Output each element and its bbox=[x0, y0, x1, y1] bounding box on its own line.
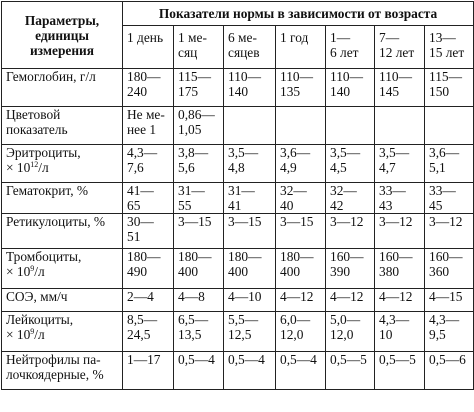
value-cell: 2—4 bbox=[123, 289, 174, 312]
value-cell: 4—15 bbox=[425, 289, 474, 312]
value-cell: 180— 400 bbox=[174, 249, 224, 289]
table-row bbox=[2, 289, 474, 312]
age-header-5: 1— 6 лет bbox=[326, 26, 375, 69]
value-cell: 4—8 bbox=[174, 289, 224, 312]
value-cell: 30— 51 bbox=[123, 214, 174, 249]
value-cell: 115— 175 bbox=[174, 69, 224, 107]
age-header-6: 7— 12 лет bbox=[375, 26, 425, 69]
value-cell: 3—15 bbox=[174, 214, 224, 249]
param-cell: Цветовой показатель bbox=[2, 107, 123, 145]
value-cell: 0,86— 1,05 bbox=[174, 107, 224, 145]
value-cell: 4—12 bbox=[375, 289, 425, 312]
value-cell: 160— 380 bbox=[375, 249, 425, 289]
value-cell: 3—12 bbox=[375, 214, 425, 249]
value-cell: 160— 390 bbox=[326, 249, 375, 289]
value-cell: 180— 240 bbox=[123, 69, 174, 107]
value-cell: 41— 65 bbox=[123, 183, 174, 214]
table-row bbox=[2, 107, 474, 145]
value-cell bbox=[276, 107, 326, 145]
age-header-2: 1 ме- сяц bbox=[174, 26, 224, 69]
value-cell: 33— 45 bbox=[425, 183, 474, 214]
value-cell: 110— 135 bbox=[276, 69, 326, 107]
value-cell bbox=[224, 107, 276, 145]
value-cell bbox=[375, 107, 425, 145]
value-cell: 3,6— 4,9 bbox=[276, 145, 326, 183]
param-cell: Эритроциты, × $10^{12}/л$ bbox=[2, 145, 123, 183]
value-cell: 180— 400 bbox=[224, 249, 276, 289]
table-row bbox=[2, 69, 474, 107]
param-cell: Тромбоциты, × $10^9/л$ bbox=[2, 249, 123, 289]
value-cell: 3,6— 5,1 bbox=[425, 145, 474, 183]
value-cell: 180— 490 bbox=[123, 249, 174, 289]
value-cell: 5,5— 12,5 bbox=[224, 312, 276, 352]
value-cell: 180— 400 bbox=[276, 249, 326, 289]
table-row bbox=[2, 145, 474, 183]
age-header-1: 1 день bbox=[123, 26, 174, 69]
value-cell: 4,3— 10 bbox=[375, 312, 425, 352]
value-cell: 8,5— 24,5 bbox=[123, 312, 174, 352]
param-cell: Гематокрит, % bbox=[2, 183, 123, 214]
table-row bbox=[2, 183, 474, 214]
value-cell: 0,5—4 bbox=[174, 352, 224, 390]
age-header-3: 6 ме- сяцев bbox=[224, 26, 276, 69]
value-cell: 6,0— 12,0 bbox=[276, 312, 326, 352]
value-cell: 0,5—5 bbox=[326, 352, 375, 390]
value-cell: 31— 41 bbox=[224, 183, 276, 214]
param-cell: Гемоглобин, г/л bbox=[2, 69, 123, 107]
value-cell: 3,5— 4,5 bbox=[326, 145, 375, 183]
value-cell: 3—15 bbox=[276, 214, 326, 249]
value-cell: 0,5—4 bbox=[276, 352, 326, 390]
value-cell: 110— 140 bbox=[224, 69, 276, 107]
value-cell: 3,5— 4,7 bbox=[375, 145, 425, 183]
table-row bbox=[2, 214, 474, 249]
value-cell: 4—10 bbox=[224, 289, 276, 312]
value-cell: 32— 42 bbox=[326, 183, 375, 214]
param-cell: Лейкоциты, × $10^9/л$ bbox=[2, 312, 123, 352]
value-cell: 4,3— 7,6 bbox=[123, 145, 174, 183]
value-cell: 5,0— 12,0 bbox=[326, 312, 375, 352]
value-cell: 3,8— 5,6 bbox=[174, 145, 224, 183]
value-cell: 1—17 bbox=[123, 352, 174, 390]
value-cell: 110— 140 bbox=[326, 69, 375, 107]
value-cell: 0,5—4 bbox=[224, 352, 276, 390]
value-cell: 4—12 bbox=[276, 289, 326, 312]
table-row bbox=[2, 352, 474, 390]
header-row-1 bbox=[2, 2, 474, 26]
value-cell: 31— 55 bbox=[174, 183, 224, 214]
age-group-header: Показатели нормы в зависимости от возраста bbox=[123, 2, 474, 26]
value-cell: 0,5—5 bbox=[375, 352, 425, 390]
value-cell: 3—12 bbox=[326, 214, 375, 249]
value-cell: 3—15 bbox=[224, 214, 276, 249]
value-cell: 6,5— 13,5 bbox=[174, 312, 224, 352]
age-header-4: 1 год bbox=[276, 26, 326, 69]
value-cell: 3—12 bbox=[425, 214, 474, 249]
value-cell: 3,5— 4,8 bbox=[224, 145, 276, 183]
value-cell: 115— 150 bbox=[425, 69, 474, 107]
param-cell: Нейтрофилы па- лочкоядерные, % bbox=[2, 352, 123, 390]
table-row bbox=[2, 249, 474, 289]
value-cell: 33— 43 bbox=[375, 183, 425, 214]
value-cell: 32— 40 bbox=[276, 183, 326, 214]
value-cell: 0,5—6 bbox=[425, 352, 474, 390]
param-column-header: Параметры, единицы измерения bbox=[2, 2, 123, 69]
value-cell: 4,3— 9,5 bbox=[425, 312, 474, 352]
table-row bbox=[2, 312, 474, 352]
value-cell bbox=[326, 107, 375, 145]
value-cell: Не ме- нее 1 bbox=[123, 107, 174, 145]
value-cell: 4—12 bbox=[326, 289, 375, 312]
value-cell: 160— 360 bbox=[425, 249, 474, 289]
age-header-7: 13— 15 лет bbox=[425, 26, 474, 69]
value-cell: 110— 145 bbox=[375, 69, 425, 107]
param-cell: Ретикулоциты, % bbox=[2, 214, 123, 249]
blood-norms-table bbox=[1, 1, 474, 390]
value-cell bbox=[425, 107, 474, 145]
param-cell: СОЭ, мм/ч bbox=[2, 289, 123, 312]
